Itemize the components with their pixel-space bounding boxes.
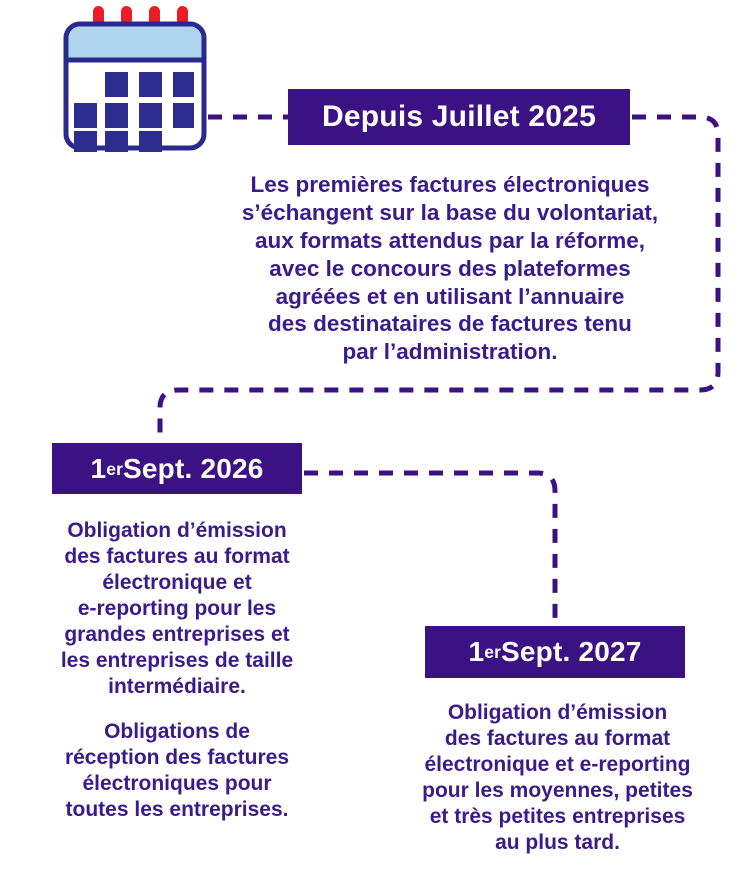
description-line: grandes entreprises et <box>64 623 290 647</box>
description-line: réception des factures <box>64 746 290 770</box>
description-line: Les premières factures électroniques <box>250 172 650 197</box>
milestone-badge-2027[interactable]: 1 er Sept. 2027 <box>425 626 685 678</box>
badge-label-prefix: 1 <box>468 636 485 667</box>
description-line: des destinataires de factures tenu <box>268 311 632 337</box>
calendar-icon <box>55 4 215 152</box>
description-line: des factures au format <box>64 545 290 569</box>
badge-label-prefix: 1 <box>90 452 107 484</box>
description-line: Obligations de <box>104 720 250 744</box>
description-line: les entreprises de taille <box>60 649 294 673</box>
description-line: Obligation d’émission <box>447 701 668 724</box>
badge-label-suffix: Sept. 2026 <box>123 452 264 484</box>
description-line: des factures au format <box>444 727 671 751</box>
milestone-description-2025 <box>190 171 710 366</box>
description-line: aux formats attendus par la réforme, <box>254 227 646 253</box>
description-line: e-reporting pour les <box>77 597 277 621</box>
milestone-badge-2025[interactable] <box>288 89 630 145</box>
milestone-description-2027 <box>385 700 730 856</box>
description-line: au plus tard. <box>495 831 620 855</box>
description-line: s’échangent sur la base du volontariat, <box>241 199 659 225</box>
description-line: intermédiaire. <box>108 675 246 699</box>
description-line: toutes les entreprises. <box>65 798 289 822</box>
milestone-badge-2026[interactable]: 1 er Sept. 2026 <box>52 443 302 494</box>
description-line: agréées et en utilisant l’annuaire <box>275 283 625 309</box>
description-line: par l’administration. <box>342 339 558 365</box>
description-line: électronique et <box>102 571 252 595</box>
description-line: et très petites entreprises <box>429 805 686 829</box>
description-line: Obligation d’émission <box>67 519 287 542</box>
paragraph-spacer <box>12 700 342 719</box>
description-line: électroniques pour <box>82 772 272 796</box>
badge-label-prefix: Depuis Juillet 2025 <box>322 100 596 133</box>
description-line: électronique et e-reporting <box>424 753 691 777</box>
milestone-description-2026 <box>12 518 342 823</box>
calendar-header-band <box>69 27 202 61</box>
description-line: avec le concours des plateformes <box>269 255 631 281</box>
badge-label-suffix: Sept. 2027 <box>501 636 642 667</box>
description-line: pour les moyennes, petites <box>422 779 693 803</box>
